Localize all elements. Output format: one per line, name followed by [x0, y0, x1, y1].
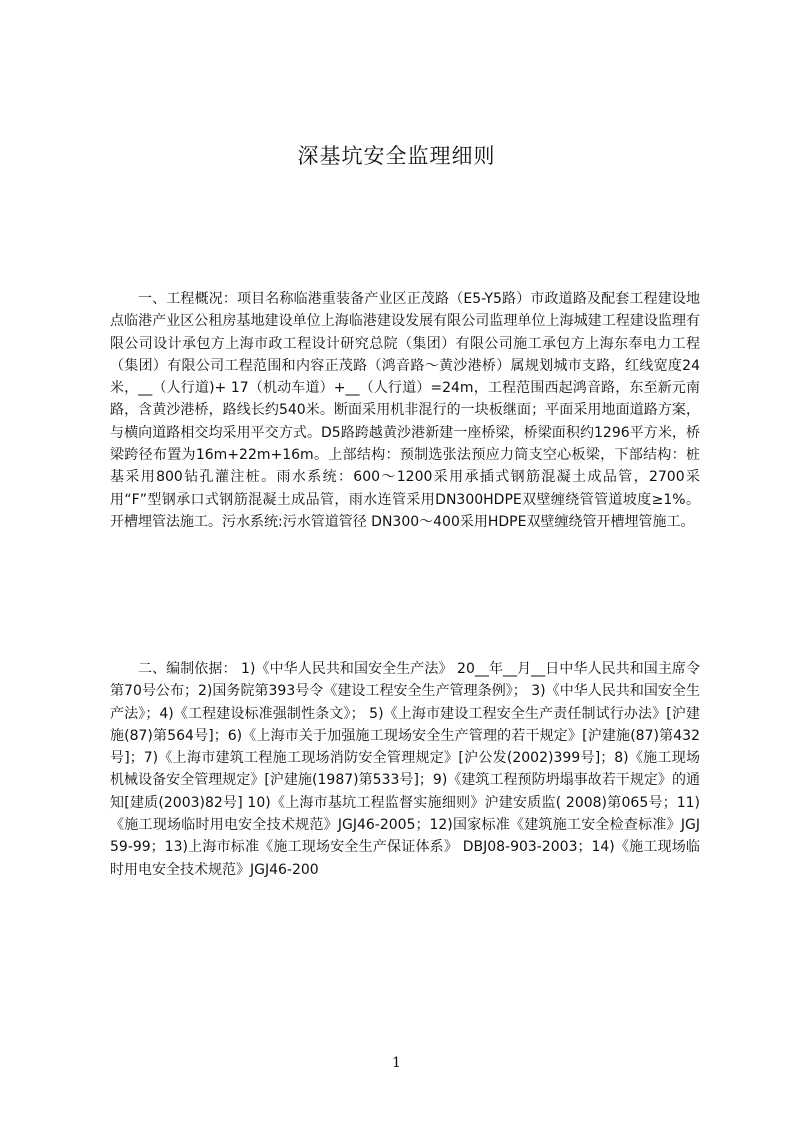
section-compilation-basis: 二、编制依据： 1)《中华人民共和国安全生产法》 20__年__月__日中华人民共和国主席令第70号公布；2)国务院第393号令《建设工程安全生产管理条例》； 3)《中华人民共和国安全生产法》；4)《工程建设标准强制性条文》； 5)《上海市建设工程安全生产责任制试行办法》[沪建施(87)第564号]；6)《上海市关于加强施工现场安全生产管理的若干规定》[沪建施(87)第432号]；7)《上海市建筑工程施工现场消防安全管理规定》[沪公发(2002)399号]；8)《施工现场机械设备安全管理规定》[沪建施(1987)第533号]；9)《建筑工程预防坍塌事故若干规定》的通知[建质(2003)82号] 10)《上海市基坑工程监督实施细则》沪建安质监( 2008)第065号；11)《施工现场临时用电安全技术规范》JGJ46-2005；12)国家标准《建筑施工安全检查标准》JGJ59-99；13)上海市标准《施工现场安全生产保证体系》 DBJ08-903-2003；14)《施工现场临时用电安全技术规范》JGJ46-200	[110, 661, 700, 878]
page-number: 1	[392, 1055, 401, 1071]
section-project-overview: 一、工程概况：项目名称临港重装备产业区正茂路（E5-Y5路）市政道路及配套工程建设地点临港产业区公租房基地建设单位上海临港建设发展有限公司监理单位上海城建工程建设监理有限公司设计承包方上海市政工程设计研究总院（集团）有限公司施工承包方上海东奉电力工程（集团）有限公司工程范围和内容正茂路（鸿音路～黄沙港桥）属规划城市支路，红线宽度24米，__（人行道)+ 17（机动车道）+__（人行道）=24m，工程范围西起鸿音路，东至新元南路，含黄沙港桥，路线长约540米。断面采用机非混行的一块板继面；平面采用地面道路方案，与横向道路相交均采用平交方式。D5路跨越黄沙港新建一座桥梁，桥梁面积约1296平方米，桥梁跨径布置为16m+22m+16m。上部结构：预制选张法预应力筒支空心板梁，下部结构：桩基采用800钻孔灌注桩。雨水系统：600～1200采用承插式钢筋混凝土成品管，2700采用“F”型钢承口式钢筋混凝土成品管，雨水连管采用DN300HDPE双壁缠绕管管道坡度≥1%。开槽埋管法施工。污水系统:污水管道管径 DN300～400采用HDPE双壁缠绕管开槽埋管施工。	[110, 291, 700, 530]
document-title: 深基坑安全监理细则	[297, 144, 496, 168]
